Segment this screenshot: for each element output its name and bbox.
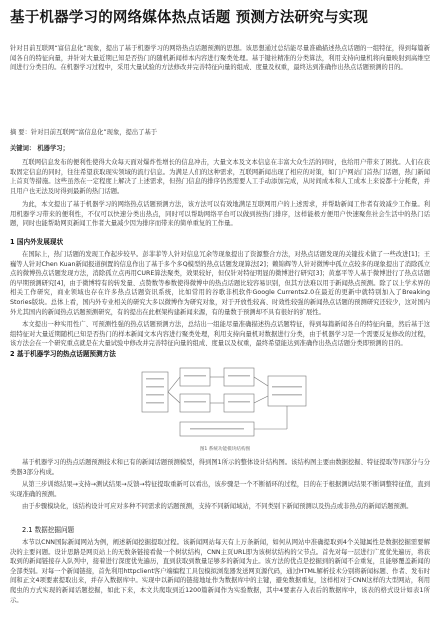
figure-arrow: [254, 396, 268, 403]
figure-box-train: [224, 368, 254, 386]
section-2-1-heading: 2.1 数据挖掘问题: [22, 526, 75, 534]
figure-box-feature: [180, 368, 210, 386]
figure-caption: 图1 系统功能模块结构图: [199, 447, 251, 452]
figure-description-3: 由于步骤模块化，该结构设计可应对多种不同需求的话题预测，支持不同新闻域站，不同类别下新闻预测以及热点或非热点的新闻话题预测。: [22, 503, 413, 510]
paper-title: 基于机器学习的网络媒体热点话题 预测方法研究与实现: [10, 10, 369, 26]
section-1-heading: 1 国内外发展现状: [10, 238, 64, 246]
abstract-label: [10, 128, 430, 138]
figure-arrow: [168, 377, 180, 392]
abstract-label-line: 摘 要：针对目前互联网“富信息化”现象，提出了基于: [10, 129, 158, 136]
section-2-1-body: 本节以CNN国际新闻网站为例，阐述新闻挖掘提取过程。该新闻网站每天有上万条新闻，如何从网站中准确提取到4个关键属性是数据挖掘需要解决的主要问题。设计思路是网页站上的无数条链接看做一个树状结构，CNN主页URL即为该树状结构的父节点。首先对每一层进行广度优先遍历，将获取到的新闻链接存入队列中，接着进行深度优先遍历，直到获取到数量足够多的新闻为止。该方法的优点是挖掘到的新闻不会重复，且能够覆盖新闻的全部类别。对每一个新闻链接，首先利用httpclient客户端编程工具包模拟浏览器发送网页源代码，通过HTML解析技术分别将新闻标题、作者、发布时间和正文4项要素提取出来，并存入数据库中。实现中以新闻的链接地址作为数据库中的主键，避免数据重复，这样相对于CNN这样的大型网站，利用爬虫的方式实现的新闻话题挖掘，如此下来，本文共爬取到近1200篇新闻作为实验数据，其中4要素存入表后的数据库中，该表的格式设计如表1所示。: [10, 539, 430, 604]
figure-description: 基于机器学习的热点话题预测技术和已有的新闻话题预测模型，得到图1所示的整体设计结构图。该结构图主要由数据挖掘、特征提取等四部分与分类器3部分构成。: [10, 459, 430, 476]
system-structure-figure: [140, 362, 310, 454]
figure-description-2: 从第三步训练结果→支持→测试结果→反馈→特征提取重新可以看出，该步骤是一个不断循环的过程，目的在于根据测试结果不断调整特征值，直到实现准确的预测。: [10, 481, 430, 498]
figure-arrow: [168, 392, 180, 403]
figure-box-classifier: [268, 376, 306, 406]
section-1-body: 在国际上，热门话题的发现工作起步较早。彭菲菲等人针对信息冗余等现象提出了资源整合方法，对热点话题发现的关键技术做了一些改进[1]；王巍等人针对Chen Kuan新闻报道倒置的信息作出了基于多个多Q模型的热点话题发现算法[2]；赖锦辉等人针对微博中孤立点较多的现象提出了消除孤立点的微博热点话题发现方法，消除孤立点再用CURE算法聚类，效果较好，但仅针对特征明显的微博进行研究[3]；黄嘉平等人基于微博进行了热点话题的早期预测研究[4]，由于微博特有的转发量、点赞数等参数使得微博中的热点话题比较容易识别，但其方法难以用于新闻热点预测。除了以上学术界的相关工作研究，商业领域也存在许多热点话题资讯系统，比如常用的谷歌非机软件Google Currents2.0在最近的更新中就特别加入了Breaking Stories版块。总体上看，国内外专业相关的研究大多以微博作为研究对象，对于开放性较高、时效性较强的新闻热点话题的预测研究还较少，这对国内外尤其国内的新闻热点话题预测研究，有的提出在此框架构建新闻来源，有的量数于预测却不具有很好的扩展性。: [10, 251, 430, 316]
figure-box-vector: [180, 394, 210, 412]
abstract-text: 针对目前互联网“富信息化”现象，提出了基于机器学习的网络热点话题预测的思想。该思想通过总结能尽量准确描述热点话题的一组特征，得到每篇新闻各自的特征向量，并针对大量近期已知是否热门的随机新闻样本内容进行聚类处理。基于键社精准的分类算法，利用支持向量机将向量映射到高维空间进行分类目的。在机器学习过程中，采用大量试验的方法修改并完善特征向量的组成、度量及权重，最终达到准确作出热点话题预测的目的。: [10, 45, 430, 72]
intro-paragraph: 互联网信息发布的便利性使得大众每天面对爆炸性增长的信息冲击，大量文本及文本信息在丰富大众生活的同时，也给用户带来了困扰。人们在获取固定信息的同时，往往希望获取现实领域的流行信息。为满足人们的这种需求，互联网新闻出现了相应的对策，如门户网站门首热门话题，热门新闻上首页等措施。这些虽然在一定程度上解决了上述需求，但热门信息的排序仍然需要人工手动添加完成，从时间成本和人工成本上来说都十分耗费，并且用户也无法及时得到最新的热门话题。: [10, 159, 430, 195]
figure-arrow: [254, 377, 268, 386]
figure-box-test: [224, 394, 254, 412]
intro-paragraph-2: 为此，本文提出了基于机器学习的网络热点话题预测方法，该方法可以有效地满足互联网用户的上述需求，并帮助新闻工作者有效减少工作量。利用机器学习带来的便利性，不仅可以快速分类出热点，同时可以帮助网络平台可以做到按热门排序，这样能极方便用户快速聚焦社会生活中的热门话题，同时也能帮助网页新闻工作者大量减少因为排序而带来的简单重复的工作量。: [10, 201, 430, 228]
keywords-line: 关键词： 机器学习；: [10, 145, 69, 152]
section-2-heading: 2 基于机器学习的热点话题预测方法: [10, 350, 116, 358]
section-1-body-2: 本文提出一种实用性广、可预测性强的热点话题预测方法，总结出一组能尽量准确描述热点话题特征，得到每篇新闻各自的特征向量，然后基于这组特征对大量近期随机已知是否热门的样本新闻文本内容进行聚类处理，利用支持向量机对数据进行分类，由于机器学习是一个需要反复修改的过程，该方法会在一个研究重点就是在大量试验中修改并完善特征向量的组成、度量以及权重，最终希望能达到准确作出热点话题分类即预测的目的。: [10, 321, 430, 348]
